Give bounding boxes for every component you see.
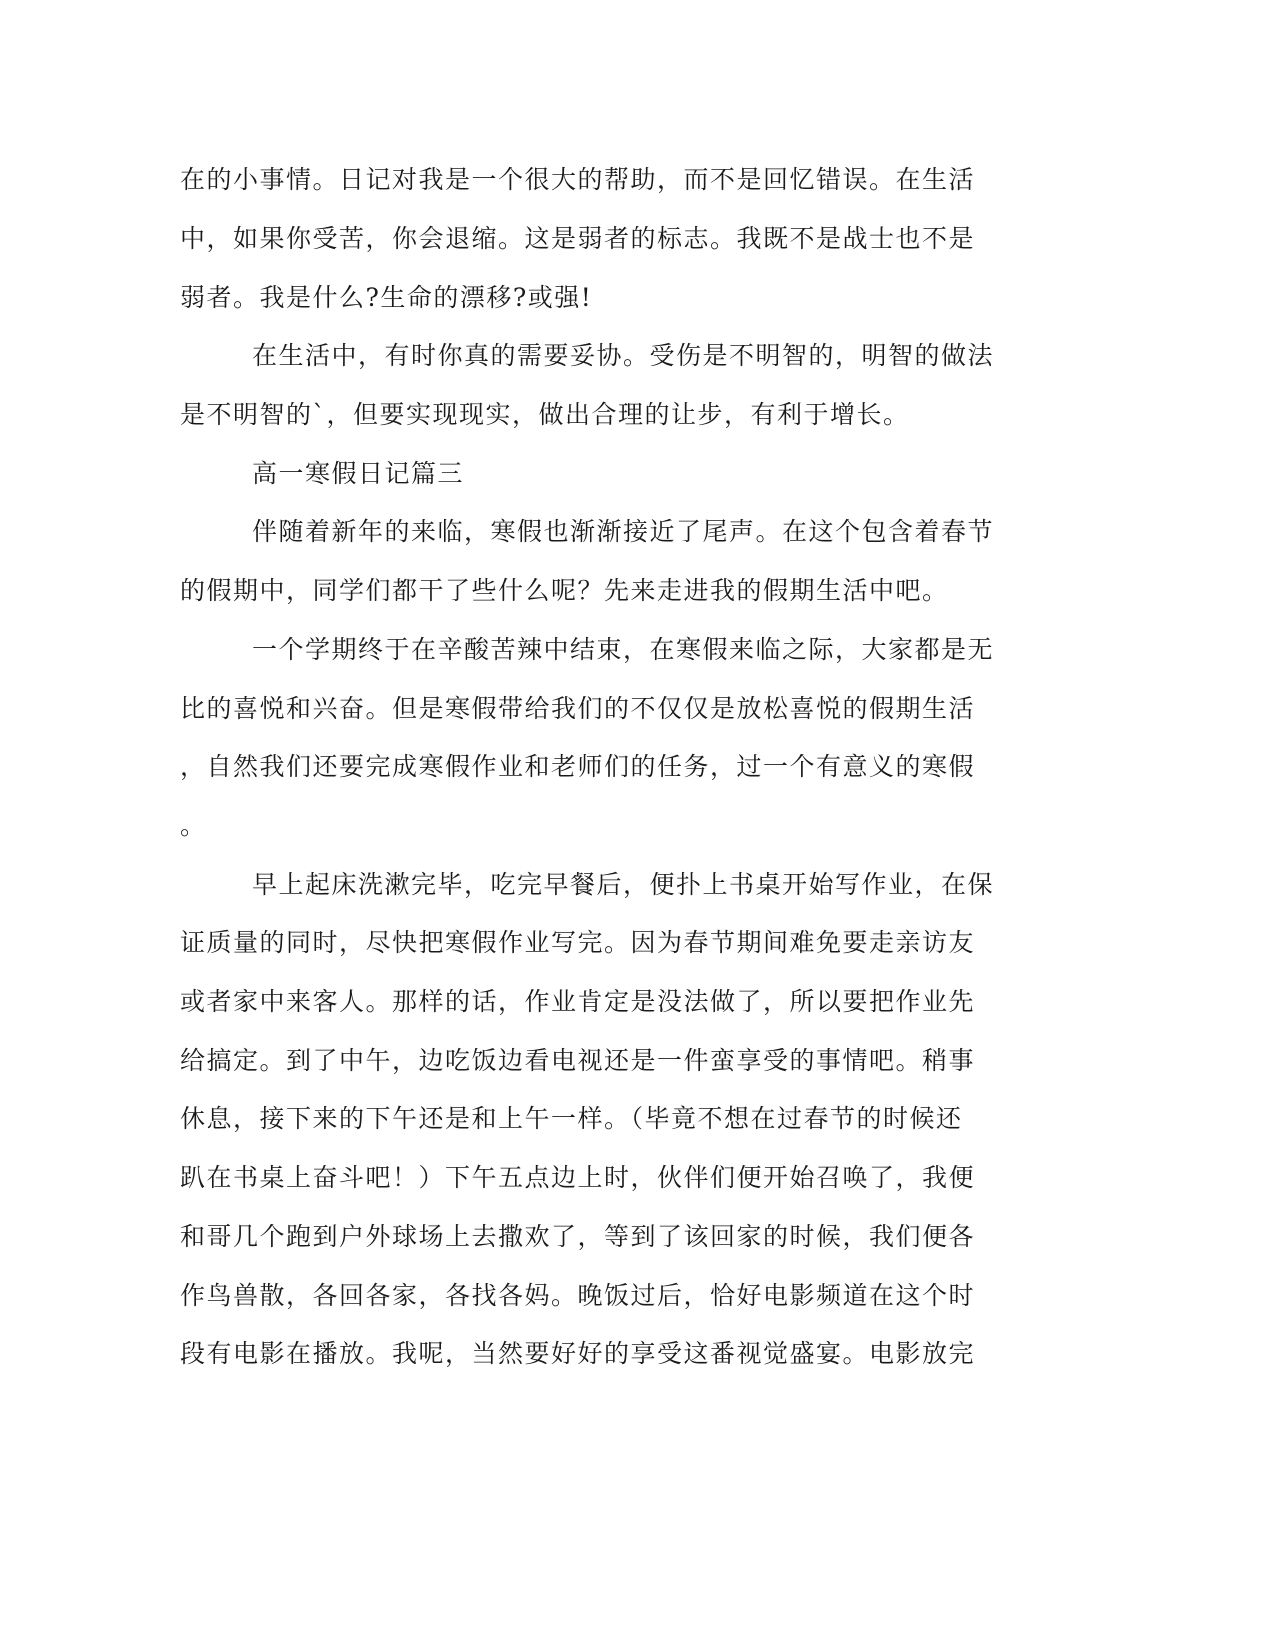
text-line: 证质量的同时，尽快把寒假作业写完。因为春节期间难免要走亲访友: [180, 928, 976, 957]
text-line: 给搞定。到了中午，边吃饭边看电视还是一件蛮享受的事情吧。稍事: [180, 1046, 976, 1075]
text-line: 的假期中，同学们都干了些什么呢？先来走进我的假期生活中吧。: [180, 576, 949, 605]
text-line: 一个学期终于在辛酸苦辣中结束，在寒假来临之际，大家都是无: [252, 635, 995, 664]
text-line: 弱者。我是什么?生命的漂移?或强!: [180, 283, 593, 312]
text-line: 是不明智的`，但要实现现实，做出合理的让步，有利于增长。: [180, 400, 910, 429]
text-line: 和哥几个跑到户外球场上去撒欢了，等到了该回家的时候，我们便各: [180, 1222, 976, 1251]
text-line: 早上起床洗漱完毕，吃完早餐后，便扑上书桌开始写作业，在保: [252, 870, 995, 899]
text-line: 在的小事情。日记对我是一个很大的帮助，而不是回忆错误。在生活: [180, 165, 976, 194]
text-line: 。: [180, 811, 207, 840]
text-line: 作鸟兽散，各回各家，各找各妈。晚饭过后，恰好电影频道在这个时: [180, 1281, 976, 1310]
text-line: 比的喜悦和兴奋。但是寒假带给我们的不仅仅是放松喜悦的假期生活: [180, 694, 976, 723]
text-line: 段有电影在播放。我呢，当然要好好的享受这番视觉盛宴。电影放完: [180, 1339, 976, 1368]
text-line: ，自然我们还要完成寒假作业和老师们的任务，过一个有意义的寒假: [180, 752, 976, 781]
text-line: 趴在书桌上奋斗吧！）下午五点边上时，伙伴们便开始召唤了，我便: [180, 1163, 976, 1192]
text-line: 中，如果你受苦，你会退缩。这是弱者的标志。我既不是战士也不是: [180, 224, 976, 253]
text-line: 休息，接下来的下午还是和上午一样。（毕竟不想在过春节的时候还: [180, 1104, 963, 1133]
text-line: 伴随着新年的来临，寒假也渐渐接近了尾声。在这个包含着春节: [252, 517, 995, 546]
text-line: 在生活中，有时你真的需要妥协。受伤是不明智的，明智的做法: [252, 341, 995, 370]
text-line: 或者家中来客人。那样的话，作业肯定是没法做了，所以要把作业先: [180, 987, 976, 1016]
section-heading: 高一寒假日记篇三: [252, 459, 465, 488]
